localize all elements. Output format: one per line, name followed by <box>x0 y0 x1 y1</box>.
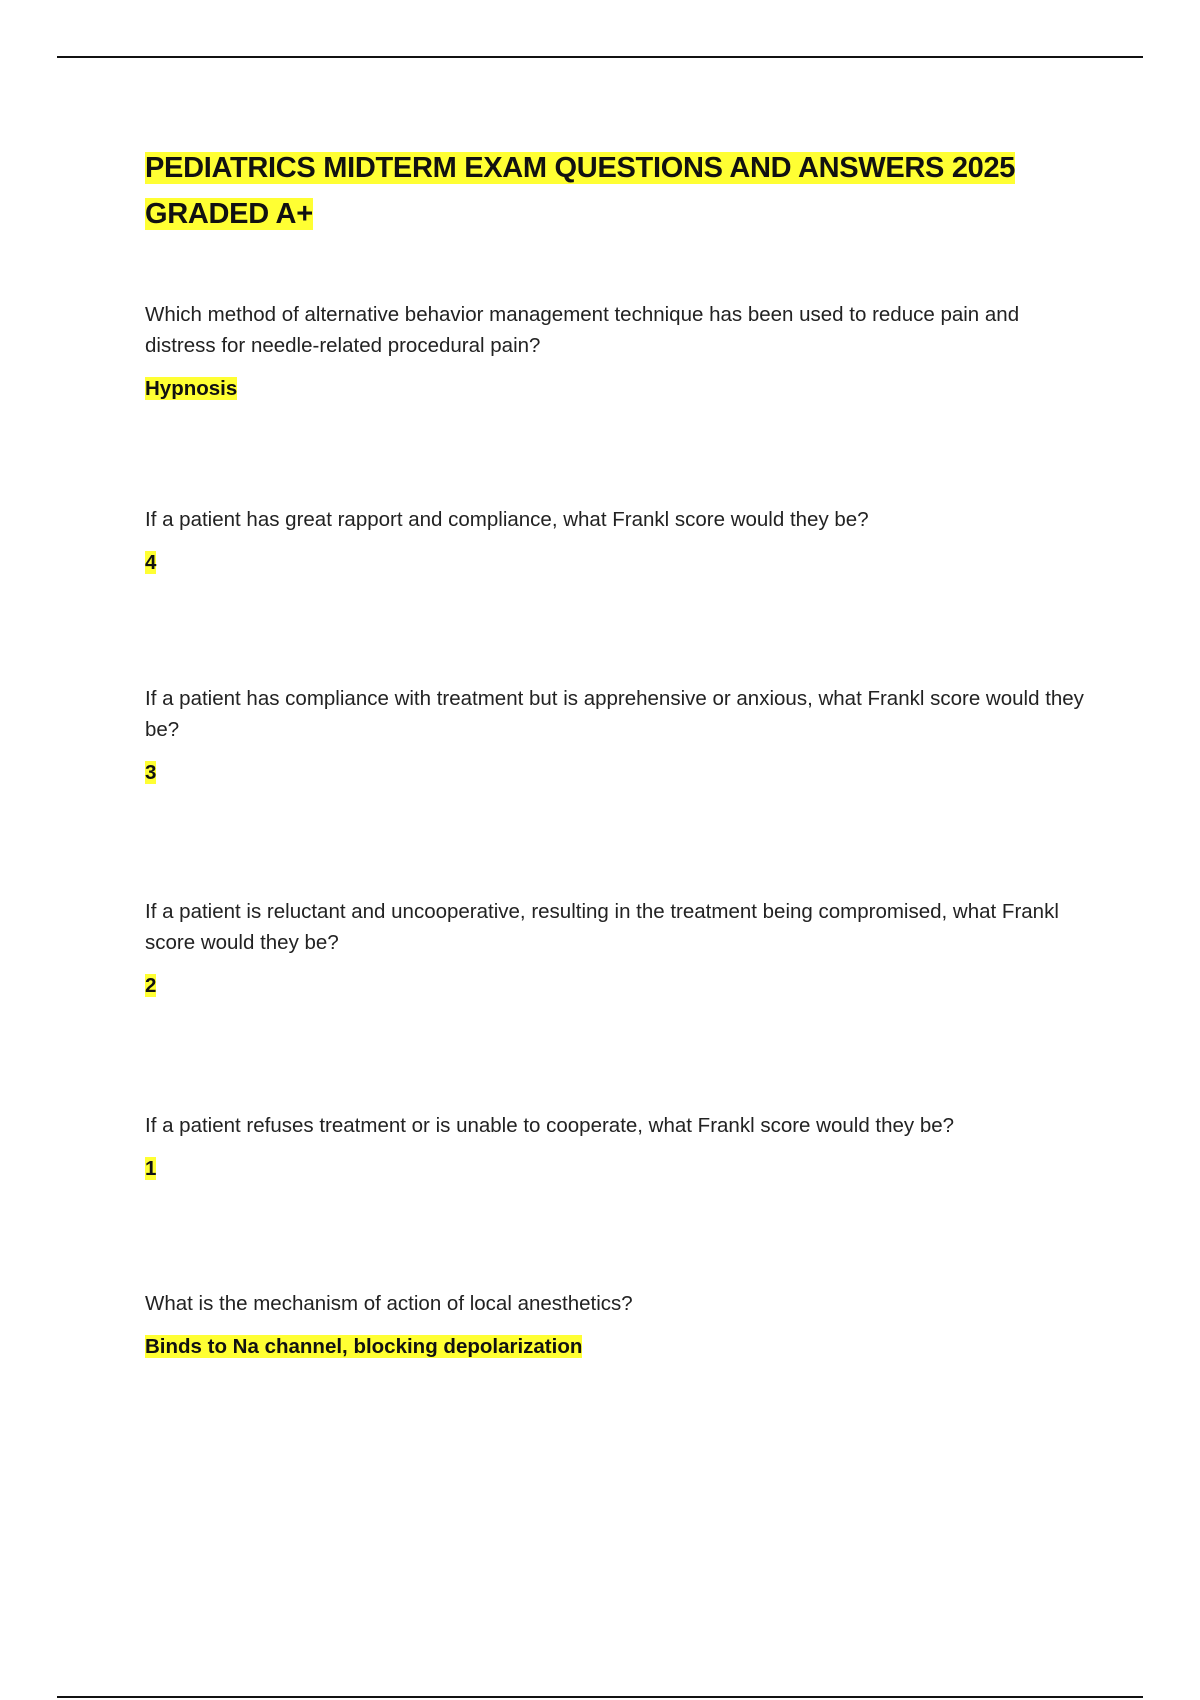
answer-5: 1 <box>145 1157 157 1180</box>
document-body <box>145 145 1090 1361</box>
question-2: If a patient has great rapport and compliance, what Frankl score would they be? <box>145 508 869 531</box>
question-4: If a patient is reluctant and uncooperative, resulting in the treatment being compromised, what Frankl score would they be? <box>145 900 1059 954</box>
title-line-2: GRADED A+ <box>145 198 313 230</box>
header-rule <box>57 56 1143 58</box>
qa-item-2 <box>145 504 1090 577</box>
qa-list <box>145 299 1090 1361</box>
answer-3: 3 <box>145 761 157 784</box>
qa-item-6 <box>145 1288 1090 1361</box>
answer-1: Hypnosis <box>145 377 238 400</box>
qa-item-1 <box>145 299 1090 403</box>
title-line-1: PEDIATRICS MIDTERM EXAM QUESTIONS AND ANSWERS 2025 <box>145 152 1016 184</box>
qa-item-3 <box>145 683 1090 787</box>
answer-4: 2 <box>145 974 157 997</box>
document-title <box>145 145 1090 237</box>
qa-item-4 <box>145 896 1090 1000</box>
question-5: If a patient refuses treatment or is unable to cooperate, what Frankl score would they be? <box>145 1114 955 1137</box>
question-3: If a patient has compliance with treatment but is apprehensive or anxious, what Frankl score would they be? <box>145 687 1084 741</box>
qa-item-5 <box>145 1110 1090 1183</box>
answer-6: Binds to Na channel, blocking depolarization <box>145 1335 583 1358</box>
question-1: Which method of alternative behavior management technique has been used to reduce pain and distress for needle-related procedural pain? <box>145 303 1020 357</box>
answer-2: 4 <box>145 551 157 574</box>
footer-rule <box>57 1696 1143 1698</box>
question-6: What is the mechanism of action of local anesthetics? <box>145 1292 633 1315</box>
